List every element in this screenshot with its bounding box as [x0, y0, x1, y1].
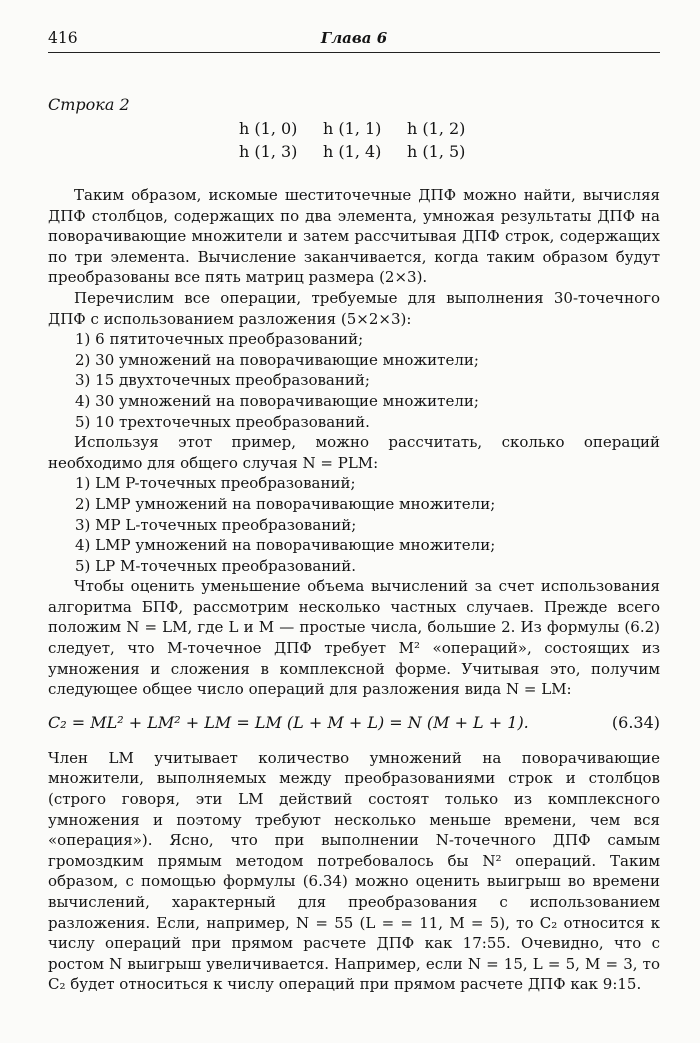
- paragraph-1: Таким образом, искомые шеститочечные ДПФ можно найти, вычисляя ДПФ столбцов, содержащих по два элемента, умножая результаты ДПФ на поворачивающие множители и затем рассчитывая ДПФ строк, содержащих по три элемента. Вычисление заканчивается, когда таким образом будут преобразованы все пять матриц размера (2×3).: [48, 186, 660, 287]
- list-item: 5) 10 трехточечных преобразований.: [75, 412, 370, 431]
- h-grid-cell: h (1, 2): [407, 119, 466, 138]
- h-grid-row: [239, 142, 660, 165]
- equation-6-34: [48, 709, 660, 737]
- h-grid-cell: h (1, 5): [407, 142, 466, 161]
- list-item: 3) MP L-точечных преобразований;: [75, 515, 357, 534]
- paragraph-3: Используя этот пример, можно рассчитать, сколько операций необходимо для общего случая N = PLM:: [48, 433, 660, 472]
- row-title: Строка 2: [48, 95, 130, 114]
- equation-number: (6.34): [611, 712, 660, 732]
- list-item: 3) 15 двухточечных преобразований;: [75, 371, 370, 390]
- operations-list-1: [48, 329, 660, 432]
- equation-body: C₂ = ML² + LM² + LM = LM (L + M + L) = N (M + L + 1).: [48, 712, 529, 732]
- list-item: 1) LM P-точечных преобразований;: [75, 474, 356, 493]
- h-grid-cell: h (1, 3): [239, 142, 298, 161]
- list-item: 4) LMP умножений на поворачивающие множители;: [75, 536, 496, 555]
- paragraph-2: Перечислим все операции, требуемые для выполнения 30-точечного ДПФ с использованием разложения (5×2×3):: [48, 288, 660, 328]
- page-number: 416: [48, 29, 78, 47]
- operations-list-2: [48, 473, 660, 576]
- h-grid-cell: h (1, 0): [239, 119, 298, 138]
- paragraph-5: Член LM учитывает количество умножений на поворачивающие множители, выполняемых между преобразованиями строк и столбцов (строго говоря, эти LM действий состоят только из комплексного умножения и поэтому требуют несколько меньше времени, чем вся «операция»). Ясно, что при выполнении N-точечного ДПФ самым громоздким прямым методом потребовалось бы N² операций. Таким образом, с помощью формулы (6.34) можно оценить выигрыш во времени вычислений, характерный для преобразования с использованием разложения. Если, например, N = 55 (L = = 11, M = 5), то C₂ относится к числу операций при прямом расчете ДПФ как 17:55. Очевидно, что с ростом N выигрыш увеличивается. Например, если N = 15, L = 5, M = 3, то C₂ будет относиться к числу операций при прямом расчете ДПФ как 9:15.: [48, 748, 660, 994]
- list-item: 5) LP M-точечных преобразований.: [75, 556, 357, 575]
- list-item: 2) 30 умножений на поворачивающие множители;: [75, 350, 479, 369]
- chapter-title: Глава 6: [320, 29, 388, 47]
- list-item: 2) LMP умножений на поворачивающие множители;: [75, 494, 496, 513]
- list-item: 1) 6 пятиточечных преобразований;: [75, 330, 364, 349]
- h-grid-row: [239, 119, 660, 142]
- h-grid: [239, 119, 660, 165]
- h-grid-cell: h (1, 1): [323, 119, 382, 138]
- list-item: 4) 30 умножений на поворачивающие множители;: [75, 391, 479, 410]
- page: [48, 26, 660, 995]
- running-header: [48, 26, 660, 53]
- paragraph-4: Чтобы оценить уменьшение объема вычислений за счет использования алгоритма БПФ, рассмотрим несколько частных случаев. Прежде всего положим N = LM, где L и M — простые числа, большие 2. Из формулы (6.2) следует, что M-точечное ДПФ требует M² «операций», состоящих из умножения и сложения в комплексной форме. Учитывая это, получим следующее общее число операций для разложения вида N = LM:: [48, 577, 660, 699]
- h-grid-cell: h (1, 4): [323, 142, 382, 161]
